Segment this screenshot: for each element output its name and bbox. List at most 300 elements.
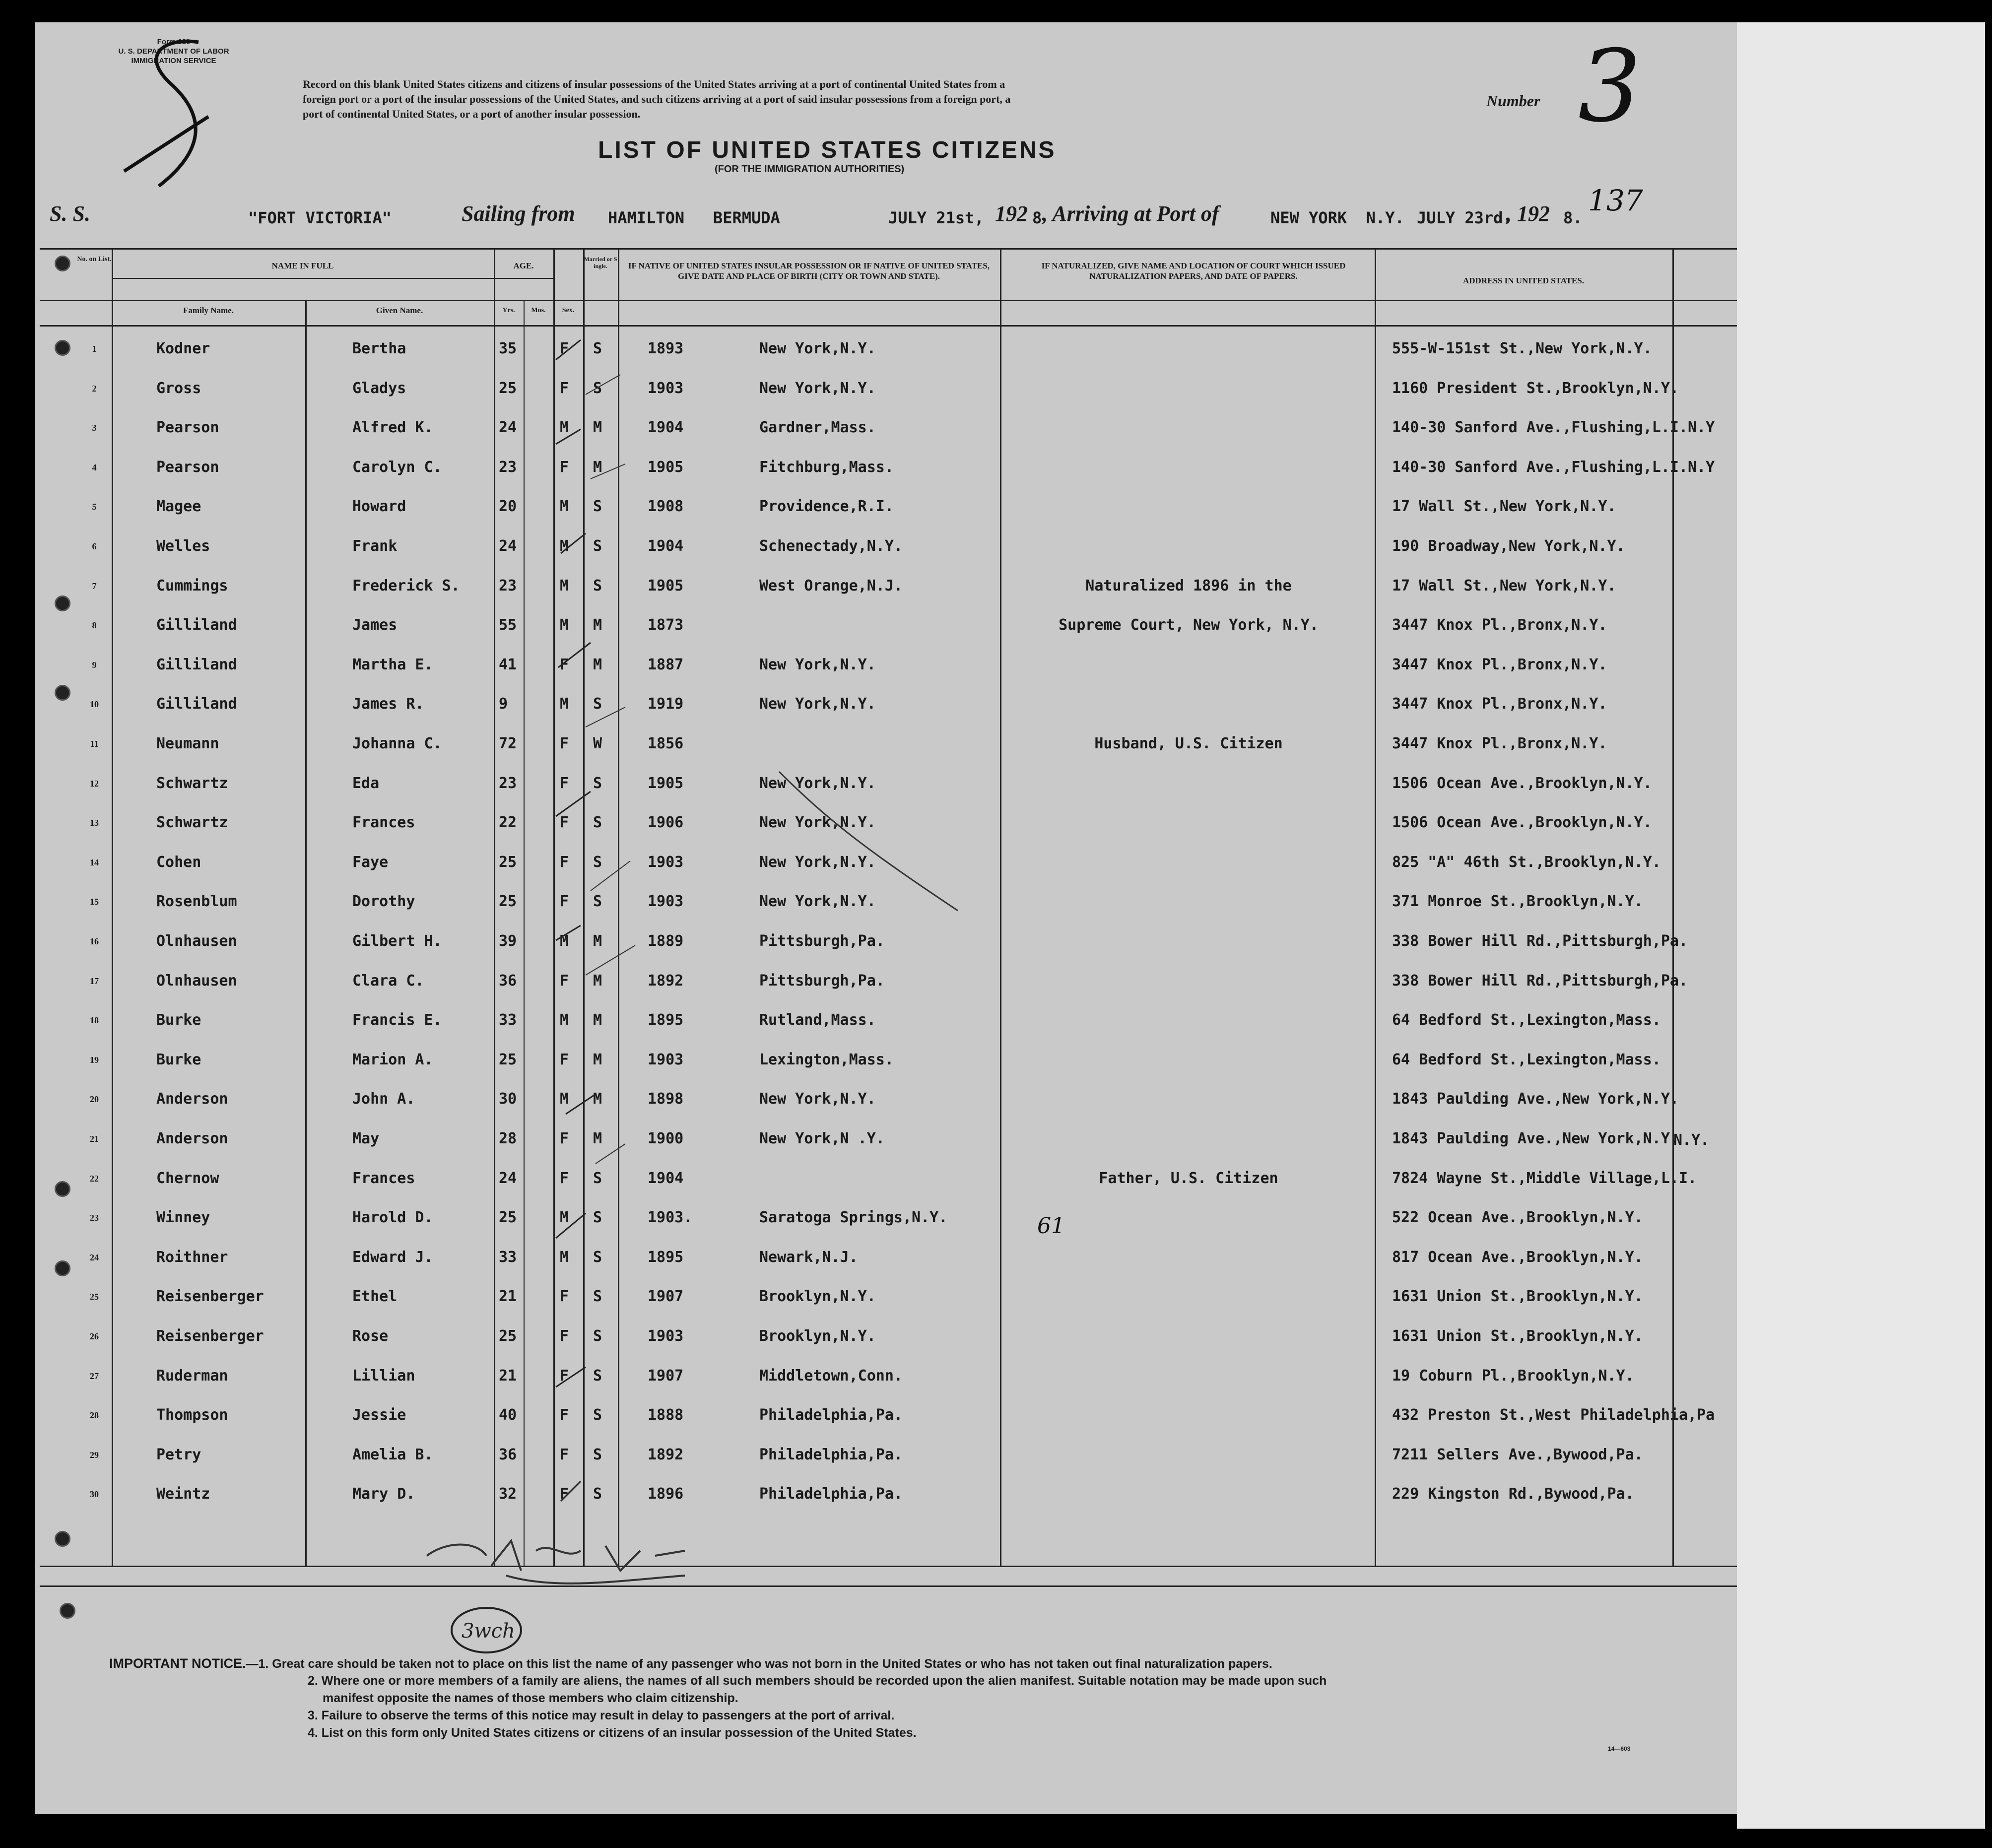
intro-paragraph <box>303 77 1449 122</box>
cell-family: Thompson <box>156 1406 228 1424</box>
cell-sex: M <box>560 537 569 555</box>
cell-ms: M <box>593 932 602 950</box>
svg-text:3wch: 3wch <box>462 1620 515 1643</box>
cell-year: 1889 <box>648 932 684 950</box>
cell-year: 1900 <box>648 1130 684 1147</box>
cell-place: Brooklyn,N.Y. <box>759 1288 876 1306</box>
cell-no: 26 <box>90 1331 99 1341</box>
cell-place: Pittsburgh,Pa. <box>759 932 885 950</box>
punch-hole <box>60 1603 75 1619</box>
page-subtitle: (FOR THE IMMIGRATION AUTHORITIES) <box>715 164 905 175</box>
cell-place: New York,N .Y. <box>759 1130 885 1147</box>
cell-ms: M <box>593 1090 602 1108</box>
cell-family: Anderson <box>156 1130 228 1147</box>
cell-age: 39 <box>499 932 517 950</box>
cell-place: Providence,R.I. <box>759 498 894 516</box>
cell-addr: 190 Broadway,New York,N.Y. <box>1392 537 1625 555</box>
cell-addr: 3447 Knox Pl.,Bronx,N.Y. <box>1392 616 1607 634</box>
handwritten-mark-topleft <box>109 22 258 221</box>
cell-no: 17 <box>90 976 99 986</box>
cell-ms: S <box>593 379 602 397</box>
cell-age: 40 <box>499 1406 517 1424</box>
cell-no: 3 <box>92 423 97 433</box>
cell-addr: 140-30 Sanford Ave.,Flushing,L.I.N.Y <box>1392 419 1715 437</box>
cell-addr: 229 Kingston Rd.,Bywood,Pa. <box>1392 1485 1634 1503</box>
cell-given: Amelia B. <box>352 1446 433 1463</box>
cell-no: 14 <box>90 857 99 867</box>
cell-family: Anderson <box>156 1090 228 1108</box>
cell-sex: F <box>560 735 569 752</box>
cell-no: 16 <box>90 936 99 946</box>
cell-sex: M <box>560 616 569 634</box>
cell-given: May <box>352 1130 380 1147</box>
cell-family: Gross <box>156 379 201 397</box>
cell-given: Frank <box>352 537 398 555</box>
cell-addr: 1631 Union St.,Brooklyn,N.Y. <box>1392 1288 1643 1306</box>
cell-family: Roithner <box>156 1248 228 1266</box>
header-birth: IF NATIVE OF UNITED STATES INSULAR POSSESSION OR IF NATIVE OF UNITED STATES, GIVE DATE AND PLACE OF BIRTH (CITY OR TOWN AND STATE). <box>628 261 990 281</box>
table-bottom-rule <box>40 1566 1737 1567</box>
cell-sex: M <box>560 419 569 437</box>
header-yrs: Yrs. <box>502 307 515 314</box>
cell-age: 21 <box>499 1367 517 1385</box>
cell-no: 27 <box>90 1371 99 1381</box>
notice-line-3: manifest opposite the names of those members who claim citizenship. <box>323 1691 738 1705</box>
header-no: No. on List. <box>77 256 112 263</box>
notice-item: —1. Great care should be taken not to place on this list the name of any passenger who was not born in the United States or who has not taken out final naturalization papers. <box>246 1657 1272 1671</box>
cell-ms: S <box>593 1406 602 1424</box>
cell-no: 28 <box>90 1410 99 1421</box>
cell-family: Gilliland <box>156 695 237 713</box>
punch-hole <box>55 256 70 271</box>
cell-no: 15 <box>90 897 99 907</box>
cell-no: 22 <box>90 1173 99 1184</box>
cell-no: 29 <box>90 1450 99 1460</box>
cell-ms: S <box>593 1209 602 1227</box>
cell-no: 23 <box>90 1213 99 1223</box>
cell-addr: 64 Bedford St.,Lexington,Mass. <box>1392 1011 1661 1029</box>
cell-addr: 1506 Ocean Ave.,Brooklyn,N.Y. <box>1392 814 1652 832</box>
cell-addr: 1631 Union St.,Brooklyn,N.Y. <box>1392 1327 1643 1345</box>
table-bottom-rule-2 <box>40 1585 1737 1587</box>
cell-given: Alfred K. <box>352 419 433 437</box>
cell-age: 36 <box>499 972 517 990</box>
cell-family: Welles <box>156 537 210 555</box>
cell-given: Carolyn C. <box>352 458 442 476</box>
cell-given: Frances <box>352 814 415 832</box>
cell-addr: 522 Ocean Ave.,Brooklyn,N.Y. <box>1392 1209 1643 1227</box>
cell-place: New York,N.Y. <box>759 893 876 911</box>
cell-age: 24 <box>499 1169 517 1187</box>
cell-sex: F <box>560 1367 569 1385</box>
notice-line-1 <box>109 1655 1272 1672</box>
cell-place: New York,N.Y. <box>759 379 876 397</box>
arrival-year: , 192 <box>1506 201 1550 226</box>
cell-family: Cummings <box>156 577 228 594</box>
cell-addr: 140-30 Sanford Ave.,Flushing,L.I.N.Y <box>1392 458 1715 476</box>
cell-ms: S <box>593 537 602 555</box>
cell-given: Gilbert H. <box>352 932 442 950</box>
cell-given: James <box>352 616 398 634</box>
intro-line: port of continental United States, or a port of another insular possession. <box>303 108 641 120</box>
header-name-in-full: NAME IN FULL <box>271 261 334 270</box>
punch-hole <box>55 340 70 356</box>
cell-no: 24 <box>90 1252 99 1262</box>
number-label: Number <box>1486 92 1540 110</box>
cell-given: Bertha <box>352 340 406 357</box>
cell-age: 28 <box>499 1130 517 1147</box>
header-sex: Sex. <box>562 307 575 314</box>
cell-year: 1906 <box>648 814 684 832</box>
cell-family: Weintz <box>156 1485 210 1503</box>
cell-no: 19 <box>90 1055 99 1065</box>
punch-hole <box>55 685 70 701</box>
page-edge-strip <box>1737 22 1985 1829</box>
cell-ms: S <box>593 774 602 792</box>
margin-note: 61 <box>1037 1213 1065 1239</box>
service-label: IMMIGRATION SERVICE <box>131 57 216 65</box>
cell-place: Saratoga Springs,N.Y. <box>759 1209 948 1227</box>
col-rule <box>1375 248 1376 1566</box>
header-family-name: Family Name. <box>183 306 234 315</box>
arrival-port: NEW YORK N.Y. <box>1270 208 1404 227</box>
cell-addr: 817 Ocean Ave.,Brooklyn,N.Y. <box>1392 1248 1643 1266</box>
cell-family: Reisenberger <box>156 1327 264 1345</box>
cell-age: 25 <box>499 1051 517 1068</box>
cell-ms: M <box>593 1011 602 1029</box>
cell-year: 1904 <box>648 537 684 555</box>
address-overflow: N.Y. <box>1673 1131 1710 1149</box>
cell-ms: S <box>593 1485 602 1503</box>
arriving-label: , Arriving at Port of <box>1042 201 1219 226</box>
col-rule <box>1000 248 1001 1566</box>
header-married-single: Married or Single. <box>584 256 617 269</box>
cell-ms: S <box>593 1367 602 1385</box>
cell-sex: M <box>560 1209 569 1227</box>
cell-year: 1904 <box>648 419 684 437</box>
cell-year: 1908 <box>648 498 684 516</box>
cell-year: 1856 <box>648 735 684 752</box>
cell-family: Olnhausen <box>156 972 237 990</box>
cell-family: Schwartz <box>156 774 228 792</box>
cell-given: Marion A. <box>352 1051 433 1068</box>
cell-place: New York,N.Y. <box>759 1090 876 1108</box>
cell-place: Newark,N.J. <box>759 1248 858 1266</box>
cell-sex: M <box>560 1090 569 1108</box>
cell-ms: S <box>593 1169 602 1187</box>
notice-line-5: 4. List on this form only United States citizens or citizens of an insular possession of the United States. <box>308 1726 917 1740</box>
cell-family: Pearson <box>156 458 219 476</box>
cell-family: Pearson <box>156 419 219 437</box>
cell-no: 7 <box>92 581 97 591</box>
cell-year: 1903. <box>648 1209 693 1227</box>
cell-no: 8 <box>92 620 97 631</box>
cell-no: 25 <box>90 1292 99 1302</box>
cell-given: John A. <box>352 1090 415 1108</box>
cell-ms: S <box>593 577 602 594</box>
cell-ms: S <box>593 498 602 516</box>
cell-no: 1 <box>92 344 97 354</box>
cell-given: Mary D. <box>352 1485 415 1503</box>
cell-ms: M <box>593 1130 602 1147</box>
cell-family: Petry <box>156 1446 201 1463</box>
cell-sex: F <box>560 853 569 871</box>
cell-sex: M <box>560 695 569 713</box>
cell-age: 23 <box>499 774 517 792</box>
header-mos: Mos. <box>531 307 546 314</box>
cell-year: 1904 <box>648 1169 684 1187</box>
cell-place: Philadelphia,Pa. <box>759 1446 903 1463</box>
cell-year: 1903 <box>648 893 684 911</box>
cell-year: 1903 <box>648 1327 684 1345</box>
cell-no: 4 <box>92 462 97 472</box>
cell-year: 1903 <box>648 1051 684 1068</box>
cell-age: 35 <box>499 340 517 357</box>
cell-addr: 338 Bower Hill Rd.,Pittsburgh,Pa. <box>1392 972 1688 990</box>
name-subheader-rule <box>112 278 494 279</box>
cell-place: Gardner,Mass. <box>759 419 876 437</box>
cell-year: 1896 <box>648 1485 684 1503</box>
cell-sex: F <box>560 1169 569 1187</box>
cell-place: New York,N.Y. <box>759 656 876 673</box>
cell-sex: F <box>560 774 569 792</box>
cell-family: Neumann <box>156 735 219 752</box>
col-rule <box>305 300 307 1566</box>
cell-age: 9 <box>499 695 508 713</box>
cell-year: 1895 <box>648 1248 684 1266</box>
cell-year: 1919 <box>648 695 684 713</box>
col-rule <box>112 248 113 1566</box>
punch-hole <box>55 1260 70 1276</box>
cell-given: Frederick S. <box>352 577 460 594</box>
cell-ms: S <box>593 853 602 871</box>
cell-family: Ruderman <box>156 1367 228 1385</box>
cell-year: 1898 <box>648 1090 684 1108</box>
cell-no: 10 <box>90 699 99 710</box>
cell-place: Philadelphia,Pa. <box>759 1406 903 1424</box>
cell-place: New York,N.Y. <box>759 853 876 871</box>
punch-hole <box>55 1531 70 1547</box>
cell-given: Francis E. <box>352 1011 442 1029</box>
sail-year-digit: 8 <box>1032 208 1042 227</box>
cell-addr: 1506 Ocean Ave.,Brooklyn,N.Y. <box>1392 774 1652 792</box>
cell-place: Rutland,Mass. <box>759 1011 876 1029</box>
cell-family: Rosenblum <box>156 893 237 911</box>
check-marks-stroke <box>769 762 978 921</box>
cell-sex: M <box>560 577 569 594</box>
cell-no: 13 <box>90 818 99 828</box>
cell-ms: M <box>593 972 602 990</box>
cell-age: 25 <box>499 893 517 911</box>
cell-given: Gladys <box>352 379 406 397</box>
cell-no: 12 <box>90 778 99 789</box>
cell-sex: F <box>560 656 569 673</box>
cell-no: 21 <box>90 1134 99 1144</box>
notice-heading: IMPORTANT NOTICE. <box>109 1656 246 1671</box>
cell-sex: F <box>560 972 569 990</box>
cell-sex: F <box>560 1406 569 1424</box>
cell-ms: M <box>593 458 602 476</box>
cell-no: 11 <box>90 739 99 749</box>
arrival-date: JULY 23rd. <box>1417 208 1513 227</box>
cell-given: Harold D. <box>352 1209 433 1227</box>
cell-sex: F <box>560 893 569 911</box>
arrival-year-digit: 8. <box>1563 208 1583 227</box>
cell-given: Faye <box>352 853 389 871</box>
cell-addr: 17 Wall St.,New York,N.Y. <box>1392 498 1616 516</box>
cell-no: 6 <box>92 541 97 551</box>
cell-family: Olnhausen <box>156 932 237 950</box>
header-mid-rule <box>40 300 1737 301</box>
ship-name: "FORT VICTORIA" <box>248 208 392 227</box>
notice-line-2: 2. Where one or more members of a family are aliens, the names of all such members should be recorded upon the alien manifest. Suitable notation may be made upon such <box>308 1674 1327 1688</box>
header-given-name: Given Name. <box>376 306 423 315</box>
cell-sex: F <box>560 379 569 397</box>
cell-addr: 3447 Knox Pl.,Bronx,N.Y. <box>1392 656 1607 673</box>
cell-year: 1895 <box>648 1011 684 1029</box>
cell-place: Lexington,Mass. <box>759 1051 894 1068</box>
number-value: 3 <box>1578 29 1642 144</box>
cell-age: 24 <box>499 537 517 555</box>
cell-year: 1905 <box>648 774 684 792</box>
print-code: 14—603 <box>1608 1745 1631 1752</box>
cell-year: 1905 <box>648 577 684 594</box>
cell-given: Martha E. <box>352 656 433 673</box>
cell-family: Kodner <box>156 340 210 357</box>
cell-year: 1905 <box>648 458 684 476</box>
cell-place: Middletown,Conn. <box>759 1367 903 1385</box>
cell-age: 23 <box>499 458 517 476</box>
cell-ms: S <box>593 1288 602 1306</box>
punch-hole <box>55 1181 70 1197</box>
cell-age: 55 <box>499 616 517 634</box>
col-rule <box>524 300 525 1566</box>
cell-age: 72 <box>499 735 517 752</box>
col-rule <box>494 248 495 1566</box>
page-annotation: 137 <box>1588 184 1643 217</box>
cell-nat: Husband, U.S. Citizen <box>1094 735 1283 752</box>
cell-given: Johanna C. <box>352 735 442 752</box>
cell-year: 1893 <box>648 340 684 357</box>
department-label: U. S. DEPARTMENT OF LABOR <box>118 47 229 56</box>
cell-ms: S <box>593 695 602 713</box>
cell-sex: F <box>560 1327 569 1345</box>
cell-given: Lillian <box>352 1367 415 1385</box>
cell-addr: 7211 Sellers Ave.,Bywood,Pa. <box>1392 1446 1643 1463</box>
header-address: ADDRESS IN UNITED STATES. <box>1462 276 1585 285</box>
cell-age: 30 <box>499 1090 517 1108</box>
cell-ms: S <box>593 814 602 832</box>
cell-sex: M <box>560 932 569 950</box>
cell-sex: F <box>560 814 569 832</box>
cell-place: Schenectady,N.Y. <box>759 537 903 555</box>
cell-age: 33 <box>499 1011 517 1029</box>
cell-sex: M <box>560 498 569 516</box>
cell-age: 24 <box>499 419 517 437</box>
cell-ms: W <box>593 735 602 752</box>
cell-year: 1903 <box>648 379 684 397</box>
cell-sex: M <box>560 1011 569 1029</box>
cell-addr: 1843 Paulding Ave.,New York,N.Y. <box>1392 1130 1679 1147</box>
cell-sex: F <box>560 458 569 476</box>
cell-ms: S <box>593 1248 602 1266</box>
cell-given: Eda <box>352 774 380 792</box>
cell-place: West Orange,N.J. <box>759 577 903 594</box>
cell-family: Winney <box>156 1209 210 1227</box>
cell-sex: F <box>560 1130 569 1147</box>
cell-sex: F <box>560 1288 569 1306</box>
cell-age: 33 <box>499 1248 517 1266</box>
cell-family: Burke <box>156 1051 201 1068</box>
cell-given: Howard <box>352 498 406 516</box>
cell-addr: 17 Wall St.,New York,N.Y. <box>1392 577 1616 594</box>
cell-addr: 371 Monroe St.,Brooklyn,N.Y. <box>1392 893 1643 911</box>
sailing-label: Sailing from <box>462 201 575 226</box>
sailing-from: HAMILTON BERMUDA <box>608 208 780 227</box>
cell-place: Fitchburg,Mass. <box>759 458 894 476</box>
cell-given: James R. <box>352 695 424 713</box>
cell-age: 21 <box>499 1288 517 1306</box>
cell-addr: 3447 Knox Pl.,Bronx,N.Y. <box>1392 695 1607 713</box>
cell-given: Jessie <box>352 1406 406 1424</box>
page-title: LIST OF UNITED STATES CITIZENS <box>598 137 1057 163</box>
cell-ms: S <box>593 1446 602 1463</box>
sail-year: 192 <box>995 201 1028 226</box>
cell-addr: 64 Bedford St.,Lexington,Mass. <box>1392 1051 1661 1068</box>
cell-ms: M <box>593 656 602 673</box>
cell-no: 5 <box>92 502 97 512</box>
cell-given: Edward J. <box>352 1248 433 1266</box>
cell-sex: F <box>560 1446 569 1463</box>
cell-family: Gilliland <box>156 616 237 634</box>
cell-year: 1892 <box>648 972 684 990</box>
header-bottom-rule <box>40 325 1737 327</box>
cell-year: 1888 <box>648 1406 684 1424</box>
cell-place: New York,N.Y. <box>759 774 876 792</box>
cell-place: New York,N.Y. <box>759 340 876 357</box>
intro-line: Record on this blank United States citizens and citizens of insular possessions of the United States arriving at a port of continental United States from a <box>303 78 1005 90</box>
cell-addr: 3447 Knox Pl.,Bronx,N.Y. <box>1392 735 1607 752</box>
cell-age: 25 <box>499 1327 517 1345</box>
cell-age: 41 <box>499 656 517 673</box>
cell-age: 25 <box>499 1209 517 1227</box>
cell-nat: Father, U.S. Citizen <box>1099 1169 1278 1187</box>
cell-given: Clara C. <box>352 972 424 990</box>
cell-age: 22 <box>499 814 517 832</box>
cell-place: Pittsburgh,Pa. <box>759 972 885 990</box>
cell-ms: S <box>593 1327 602 1345</box>
cell-no: 30 <box>90 1489 99 1500</box>
cell-place: Philadelphia,Pa. <box>759 1485 903 1503</box>
cell-age: 25 <box>499 853 517 871</box>
cell-no: 18 <box>90 1015 99 1026</box>
cell-year: 1892 <box>648 1446 684 1463</box>
form-number: Form 630 <box>157 38 191 46</box>
cell-family: Chernow <box>156 1169 219 1187</box>
cell-family: Gilliland <box>156 656 237 673</box>
cell-addr: 1843 Paulding Ave.,New York,N.Y. <box>1392 1090 1679 1108</box>
check-marks <box>551 320 650 1551</box>
cell-age: 36 <box>499 1446 517 1463</box>
cell-addr: 555-W-151st St.,New York,N.Y. <box>1392 340 1652 357</box>
cell-sex: F <box>560 1051 569 1068</box>
cell-no: 9 <box>92 660 97 670</box>
cell-family: Schwartz <box>156 814 228 832</box>
cell-place: New York,N.Y. <box>759 695 876 713</box>
cell-ms: M <box>593 419 602 437</box>
cell-sex: M <box>560 1248 569 1266</box>
cell-nat: Naturalized 1896 in the <box>1085 577 1292 594</box>
